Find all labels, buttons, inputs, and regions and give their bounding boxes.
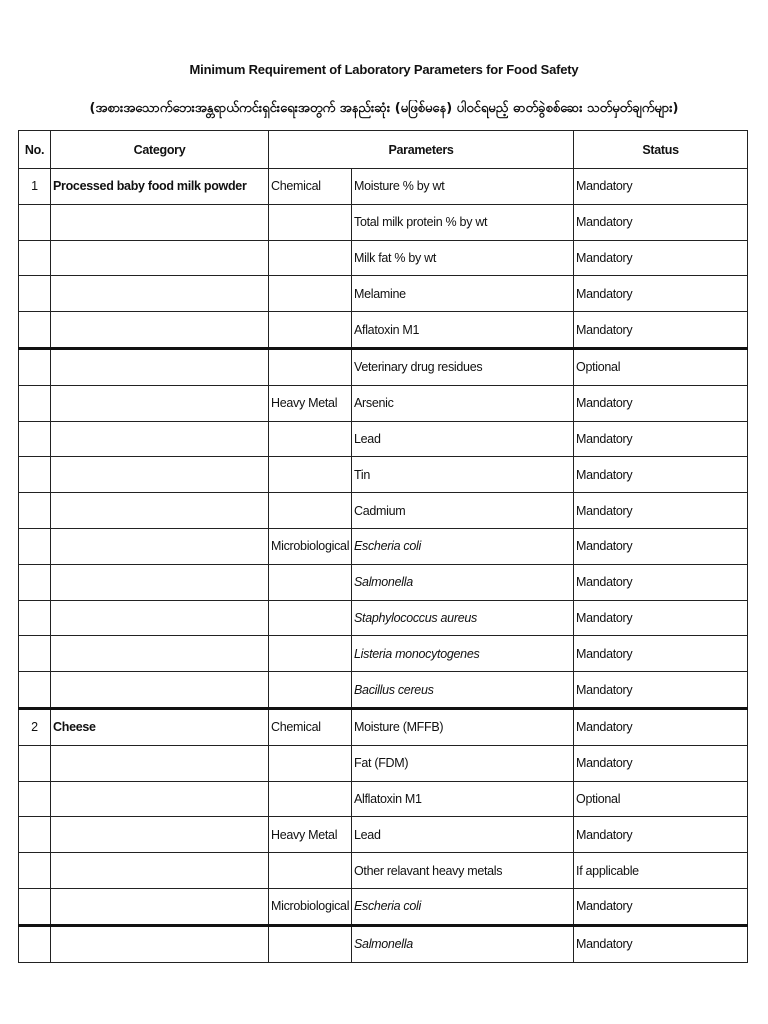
cell-parameter-type bbox=[269, 745, 352, 781]
table-row bbox=[19, 781, 748, 817]
cell-no bbox=[19, 385, 51, 421]
cell-parameter: Veterinary drug residues bbox=[352, 348, 574, 385]
cell-no bbox=[19, 672, 51, 709]
cell-no bbox=[19, 421, 51, 457]
cell-category bbox=[51, 564, 269, 600]
cell-parameter: Salmonella bbox=[352, 564, 574, 600]
table-row bbox=[19, 745, 748, 781]
cell-status: Mandatory bbox=[574, 493, 748, 529]
cell-status: Mandatory bbox=[574, 708, 748, 745]
cell-no bbox=[19, 312, 51, 349]
cell-parameter-type bbox=[269, 348, 352, 385]
table-row bbox=[19, 888, 748, 925]
cell-parameter: Milk fat % by wt bbox=[352, 240, 574, 276]
cell-status: Mandatory bbox=[574, 528, 748, 564]
cell-category bbox=[51, 312, 269, 349]
cell-parameter: Fat (FDM) bbox=[352, 745, 574, 781]
cell-status: Mandatory bbox=[574, 240, 748, 276]
table-row bbox=[19, 925, 748, 962]
cell-parameter-type bbox=[269, 457, 352, 493]
cell-no bbox=[19, 564, 51, 600]
table-row bbox=[19, 708, 748, 745]
cell-parameter-type: Chemical bbox=[269, 708, 352, 745]
cell-parameter: Staphylococcus aureus bbox=[352, 600, 574, 636]
cell-parameter-type bbox=[269, 312, 352, 349]
document-title: Minimum Requirement of Laboratory Parameters for Food Safety bbox=[189, 62, 579, 77]
cell-status: Mandatory bbox=[574, 888, 748, 925]
cell-parameter: Bacillus cereus bbox=[352, 672, 574, 709]
cell-category bbox=[51, 204, 269, 240]
cell-parameter-type bbox=[269, 672, 352, 709]
cell-status: Optional bbox=[574, 348, 748, 385]
cell-status: Mandatory bbox=[574, 312, 748, 349]
cell-parameter-type bbox=[269, 421, 352, 457]
cell-no: 1 bbox=[19, 169, 51, 205]
cell-parameter: Arsenic bbox=[352, 385, 574, 421]
cell-parameter: Cadmium bbox=[352, 493, 574, 529]
cell-status: Mandatory bbox=[574, 204, 748, 240]
cell-parameter: Lead bbox=[352, 817, 574, 853]
cell-parameter: Moisture (MFFB) bbox=[352, 708, 574, 745]
header-no: No. bbox=[19, 131, 51, 169]
cell-category bbox=[51, 636, 269, 672]
cell-status: Mandatory bbox=[574, 600, 748, 636]
table-body bbox=[19, 169, 748, 963]
cell-no bbox=[19, 745, 51, 781]
table-header-row bbox=[19, 131, 748, 169]
cell-parameter-type bbox=[269, 564, 352, 600]
cell-no bbox=[19, 528, 51, 564]
cell-parameter-type bbox=[269, 493, 352, 529]
parameters-table bbox=[18, 130, 748, 963]
cell-category bbox=[51, 781, 269, 817]
cell-no bbox=[19, 240, 51, 276]
table-row bbox=[19, 600, 748, 636]
cell-no bbox=[19, 493, 51, 529]
cell-category bbox=[51, 493, 269, 529]
cell-parameter-type: Heavy Metal bbox=[269, 817, 352, 853]
cell-parameter-type bbox=[269, 240, 352, 276]
cell-no bbox=[19, 348, 51, 385]
cell-category bbox=[51, 457, 269, 493]
cell-no bbox=[19, 781, 51, 817]
cell-parameter-type bbox=[269, 204, 352, 240]
cell-parameter: Melamine bbox=[352, 276, 574, 312]
cell-parameter: Total milk protein % by wt bbox=[352, 204, 574, 240]
cell-status: Mandatory bbox=[574, 925, 748, 962]
document-subtitle: (အစားအသောက်ဘေးအန္တရာယ်ကင်းရှင်းရေးအတွက် အနည်းဆုံး (မဖြစ်မနေ) ပါဝင်ရမည့် ဓာတ်ခွဲစစ်ဆေး သတ်မှတ်ချက်များ) bbox=[89, 101, 679, 116]
table-row bbox=[19, 348, 748, 385]
cell-no bbox=[19, 204, 51, 240]
cell-status: Mandatory bbox=[574, 169, 748, 205]
cell-status: Mandatory bbox=[574, 745, 748, 781]
cell-parameter-type bbox=[269, 925, 352, 962]
cell-no bbox=[19, 600, 51, 636]
cell-parameter-type: Chemical bbox=[269, 169, 352, 205]
table-row bbox=[19, 636, 748, 672]
cell-parameter: Lead bbox=[352, 421, 574, 457]
cell-category bbox=[51, 421, 269, 457]
cell-no bbox=[19, 457, 51, 493]
table-row bbox=[19, 672, 748, 709]
cell-parameter: Aflatoxin M1 bbox=[352, 312, 574, 349]
cell-category bbox=[51, 888, 269, 925]
cell-parameter: Alflatoxin M1 bbox=[352, 781, 574, 817]
cell-no: 2 bbox=[19, 708, 51, 745]
cell-category bbox=[51, 385, 269, 421]
cell-parameter: Listeria monocytogenes bbox=[352, 636, 574, 672]
cell-parameter-type bbox=[269, 600, 352, 636]
cell-parameter: Moisture % by wt bbox=[352, 169, 574, 205]
cell-parameter-type: Heavy Metal bbox=[269, 385, 352, 421]
table-row bbox=[19, 853, 748, 889]
cell-parameter-type bbox=[269, 276, 352, 312]
cell-parameter-type bbox=[269, 636, 352, 672]
cell-status: Mandatory bbox=[574, 672, 748, 709]
cell-parameter: Escheria coli bbox=[352, 528, 574, 564]
cell-no bbox=[19, 276, 51, 312]
cell-category: Cheese bbox=[51, 708, 269, 745]
cell-status: If applicable bbox=[574, 853, 748, 889]
cell-parameter: Escheria coli bbox=[352, 888, 574, 925]
cell-category bbox=[51, 853, 269, 889]
cell-no bbox=[19, 925, 51, 962]
cell-parameter: Other relavant heavy metals bbox=[352, 853, 574, 889]
cell-parameter-type: Microbiological bbox=[269, 528, 352, 564]
cell-status: Optional bbox=[574, 781, 748, 817]
cell-no bbox=[19, 817, 51, 853]
cell-parameter-type bbox=[269, 853, 352, 889]
table-row bbox=[19, 528, 748, 564]
table-row bbox=[19, 276, 748, 312]
cell-status: Mandatory bbox=[574, 385, 748, 421]
table-row bbox=[19, 493, 748, 529]
cell-category bbox=[51, 745, 269, 781]
cell-category bbox=[51, 348, 269, 385]
cell-no bbox=[19, 853, 51, 889]
cell-status: Mandatory bbox=[574, 421, 748, 457]
header-category: Category bbox=[51, 131, 269, 169]
cell-status: Mandatory bbox=[574, 276, 748, 312]
cell-category bbox=[51, 276, 269, 312]
header-parameters: Parameters bbox=[269, 131, 574, 169]
table-row bbox=[19, 564, 748, 600]
cell-category: Processed baby food milk powder bbox=[51, 169, 269, 205]
cell-no bbox=[19, 888, 51, 925]
cell-parameter-type bbox=[269, 781, 352, 817]
table-row bbox=[19, 169, 748, 205]
cell-status: Mandatory bbox=[574, 564, 748, 600]
table-row bbox=[19, 204, 748, 240]
table-row bbox=[19, 240, 748, 276]
cell-category bbox=[51, 925, 269, 962]
table-row bbox=[19, 457, 748, 493]
cell-parameter: Tin bbox=[352, 457, 574, 493]
table-row bbox=[19, 385, 748, 421]
table-row bbox=[19, 312, 748, 349]
cell-category bbox=[51, 817, 269, 853]
cell-category bbox=[51, 528, 269, 564]
cell-category bbox=[51, 672, 269, 709]
header-status: Status bbox=[574, 131, 748, 169]
cell-category bbox=[51, 240, 269, 276]
cell-no bbox=[19, 636, 51, 672]
cell-status: Mandatory bbox=[574, 457, 748, 493]
cell-parameter-type: Microbiological bbox=[269, 888, 352, 925]
cell-category bbox=[51, 600, 269, 636]
cell-status: Mandatory bbox=[574, 817, 748, 853]
table-row bbox=[19, 421, 748, 457]
cell-parameter: Salmonella bbox=[352, 925, 574, 962]
table-row bbox=[19, 817, 748, 853]
cell-status: Mandatory bbox=[574, 636, 748, 672]
